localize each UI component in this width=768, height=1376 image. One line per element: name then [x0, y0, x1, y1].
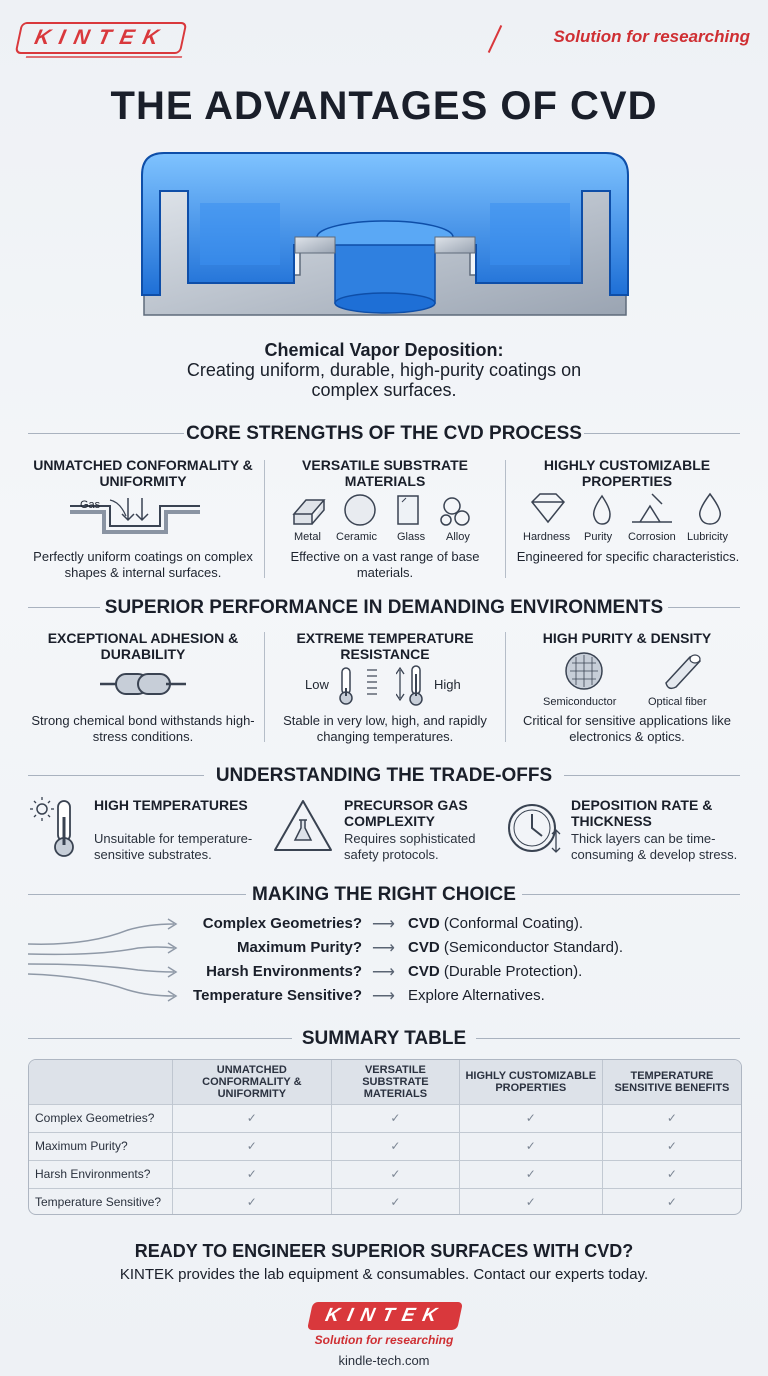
icon-label-ceramic: Ceramic	[336, 531, 377, 543]
cta-subtitle: KINTEK provides the lab equipment & consumables. Contact our experts today.	[119, 1266, 649, 1283]
section-divider	[476, 1038, 740, 1039]
intro-subtitle: Creating uniform, durable, high-purity coatings on complex surfaces.	[186, 360, 582, 400]
table-header-row	[29, 1060, 741, 1104]
core-col2-desc: Effective on a vast range of base materials.	[290, 549, 480, 580]
arrow-icon: ⟶	[372, 940, 395, 957]
footer-url-link[interactable]: kindle-tech.com	[338, 1353, 430, 1368]
section-divider	[28, 894, 246, 895]
thermometer-high-icon	[396, 664, 430, 708]
tradeoff3-desc: Thick layers can be time-consuming & develop stress.	[571, 831, 738, 862]
scale-icon	[365, 666, 379, 706]
check-icon: ✓	[459, 1188, 602, 1215]
check-icon: ✓	[459, 1132, 602, 1160]
answer-rest: (Durable Protection).	[439, 963, 583, 980]
logo-text: KINTEK	[323, 1305, 447, 1326]
check-icon: ✓	[459, 1160, 602, 1188]
table-corner	[29, 1060, 172, 1104]
perf-col2-desc: Stable in very low, high, and rapidly changing temperatures.	[283, 713, 487, 744]
check-icon: ✓	[172, 1104, 332, 1132]
choice-question-1: Complex Geometries?	[202, 915, 362, 932]
section-divider	[668, 607, 740, 608]
core-col3-title: HIGHLY CUSTOMIZABLE PROPERTIES	[543, 457, 711, 489]
tradeoff3-title: DEPOSITION RATE & THICKNESS	[571, 797, 713, 829]
icon-label-glass: Glass	[397, 531, 426, 543]
core-col1-desc: Perfectly uniform coatings on complex shapes & internal surfaces.	[33, 549, 253, 580]
tradeoff2-desc: Requires sophisticated safety protocols.	[344, 831, 476, 862]
property-icons	[526, 492, 736, 528]
thermometer-low-icon	[334, 666, 360, 706]
answer-rest: Explore Alternatives.	[408, 987, 545, 1004]
table-row	[29, 1188, 741, 1215]
core-col2-title: VERSATILE SUBSTRATE MATERIALS	[302, 457, 468, 489]
cvd-coating-illustration	[140, 145, 630, 325]
sun-thermometer-icon	[30, 795, 86, 859]
check-icon: ✓	[602, 1188, 741, 1215]
icon-label-lubricity: Lubricity	[687, 531, 728, 543]
perf-col3-title: HIGH PURITY & DENSITY	[542, 630, 712, 646]
column-header: VERSATILE SUBSTRATE MATERIALS	[332, 1060, 460, 1104]
summary-table	[28, 1059, 742, 1215]
answer-bold: CVD	[408, 915, 440, 932]
perf-col1-title: EXCEPTIONAL ADHESION & DURABILITY	[47, 630, 239, 662]
warning-flask-icon	[272, 798, 334, 854]
row-label: Maximum Purity?	[29, 1132, 172, 1160]
logo-underline	[26, 56, 182, 58]
check-icon: ✓	[332, 1104, 460, 1132]
table-row	[29, 1132, 741, 1160]
glass-icon	[398, 496, 418, 524]
logo-text: KINTEK	[32, 26, 170, 49]
tradeoff1-desc: Unsuitable for temperature-sensitive substrates.	[94, 831, 253, 862]
column-header: TEMPERATURE SENSITIVE BENEFITS	[602, 1060, 741, 1104]
answer-rest: (Conformal Coating).	[439, 915, 584, 932]
section-divider	[584, 433, 740, 434]
diamond-icon	[532, 494, 564, 522]
icon-label-purity: Purity	[584, 531, 613, 543]
icon-label-optical-fiber: Optical fiber	[648, 696, 707, 708]
choice-answer-1	[408, 915, 583, 932]
column-divider	[264, 460, 265, 578]
summary-heading: SUMMARY TABLE	[301, 1028, 467, 1049]
tradeoff2-title: PRECURSOR GAS COMPLEXITY	[344, 797, 468, 829]
icon-label-semiconductor: Semiconductor	[543, 696, 617, 708]
core-heading: CORE STRENGTHS OF THE CVD PROCESS	[186, 423, 582, 444]
check-icon: ✓	[172, 1188, 332, 1215]
check-icon: ✓	[602, 1132, 741, 1160]
section-divider	[564, 775, 740, 776]
section-divider	[522, 894, 740, 895]
substrate-icons	[290, 492, 480, 528]
corrosion-icon	[632, 494, 672, 522]
perf-col2-title: EXTREME TEMPERATURE RESISTANCE	[296, 630, 474, 662]
perf-col1-desc: Strong chemical bond withstands high-stress conditions.	[31, 713, 255, 744]
row-label: Temperature Sensitive?	[29, 1188, 172, 1215]
intro-title: Chemical Vapor Deposition:	[264, 340, 504, 360]
arrow-icon: ⟶	[372, 916, 395, 933]
section-divider	[28, 775, 204, 776]
temp-low-label: Low	[305, 677, 329, 692]
icon-label-hardness: Hardness	[523, 531, 571, 543]
ceramic-icon	[345, 495, 375, 525]
icon-label-metal: Metal	[294, 531, 321, 543]
answer-bold: CVD	[408, 963, 440, 980]
header-tagline: Solution for researching	[553, 27, 750, 46]
section-divider	[28, 433, 184, 434]
page-title: THE ADVANTAGES OF CVD	[110, 84, 658, 128]
footer-tagline: Solution for researching	[314, 1333, 454, 1347]
kintek-footer-logo[interactable]	[307, 1302, 463, 1330]
metal-icon	[294, 500, 324, 524]
lubricity-drop-icon	[700, 494, 721, 524]
choice-answer-2	[408, 939, 623, 956]
arrow-icon: ⟶	[372, 988, 395, 1005]
section-divider	[28, 607, 100, 608]
column-divider	[505, 632, 506, 742]
row-label: Harsh Environments?	[29, 1160, 172, 1188]
check-icon: ✓	[459, 1104, 602, 1132]
column-header: UNMATCHED CONFORMALITY & UNIFORMITY	[172, 1060, 332, 1104]
column-divider	[264, 632, 265, 742]
core-col3-desc: Engineered for specific characteristics.	[516, 549, 740, 564]
choice-question-4: Temperature Sensitive?	[193, 987, 362, 1004]
table-row	[29, 1104, 741, 1132]
choice-heading: MAKING THE RIGHT CHOICE	[252, 884, 516, 905]
check-icon: ✓	[332, 1160, 460, 1188]
arrow-icon: ⟶	[372, 964, 395, 981]
alloy-icon	[441, 498, 469, 525]
column-divider	[505, 460, 506, 578]
tradeoff1-title: HIGH TEMPERATURES	[94, 797, 248, 813]
answer-bold: CVD	[408, 939, 440, 956]
clock-thickness-icon	[506, 800, 564, 856]
check-icon: ✓	[332, 1188, 460, 1215]
tagline-slash	[488, 25, 502, 53]
answer-rest: (Semiconductor Standard).	[439, 939, 624, 956]
check-icon: ✓	[602, 1104, 741, 1132]
check-icon: ✓	[172, 1160, 332, 1188]
kintek-logo[interactable]	[15, 22, 188, 54]
optical-fiber-icon	[660, 651, 704, 691]
column-header: HIGHLY CUSTOMIZABLE PROPERTIES	[459, 1060, 602, 1104]
row-label: Complex Geometries?	[29, 1104, 172, 1132]
icon-label-corrosion: Corrosion	[628, 531, 676, 543]
table-row	[29, 1160, 741, 1188]
check-icon: ✓	[332, 1132, 460, 1160]
icon-label-alloy: Alloy	[446, 531, 470, 543]
check-icon: ✓	[602, 1160, 741, 1188]
choice-question-3: Harsh Environments?	[206, 963, 362, 980]
check-icon: ✓	[172, 1132, 332, 1160]
core-col1-title: UNMATCHED CONFORMALITY & UNIFORMITY	[33, 457, 253, 489]
performance-heading: SUPERIOR PERFORMANCE IN DEMANDING ENVIRONMENTS	[104, 597, 664, 618]
perf-col3-desc: Critical for sensitive applications like electronics & optics.	[522, 713, 732, 744]
chain-link-icon	[100, 666, 186, 702]
purity-drop-icon	[594, 496, 610, 524]
gas-label: Gas	[80, 499, 101, 511]
temp-high-label: High	[434, 677, 461, 692]
tradeoffs-heading: UNDERSTANDING THE TRADE-OFFS	[215, 765, 553, 786]
semiconductor-wafer-icon	[564, 651, 604, 691]
cta-title: READY TO ENGINEER SUPERIOR SURFACES WITH CVD?	[134, 1241, 634, 1261]
choice-answer-3	[408, 963, 582, 980]
choice-question-2: Maximum Purity?	[236, 939, 362, 956]
choice-answer-4	[408, 987, 545, 1004]
section-divider	[28, 1038, 292, 1039]
